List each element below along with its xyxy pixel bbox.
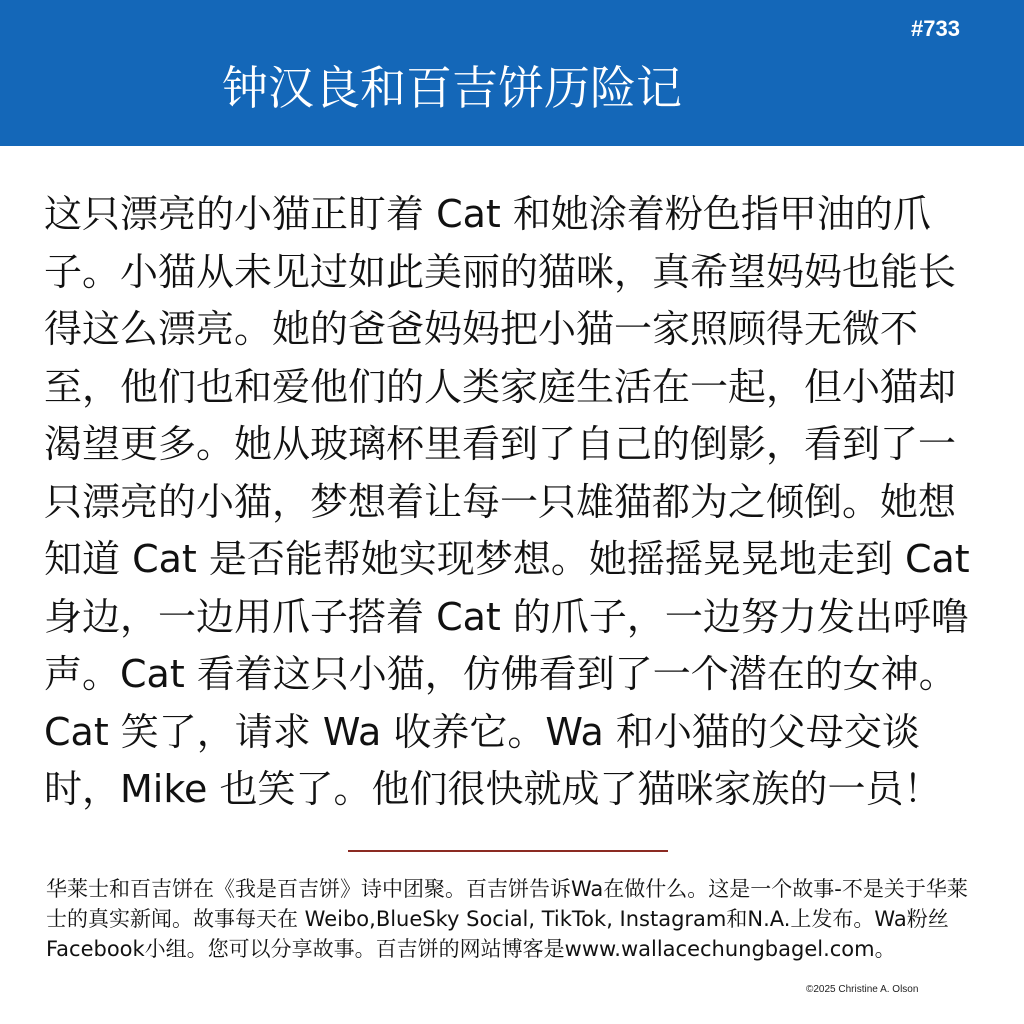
- copyright-text: ©2025 Christine A. Olson: [806, 984, 919, 995]
- page-title: 钟汉良和百吉饼历险记: [222, 61, 682, 115]
- header-banner: [0, 0, 1024, 146]
- episode-number: #733: [911, 16, 960, 41]
- footer-note: 华莱士和百吉饼在《我是百吉饼》诗中团聚。百吉饼告诉Wa在做什么。这是一个故事-不是关于华莱士的真实新闻。故事每天在 Weibo,BlueSky Social, TikTok, Instagram和N.A.上发布。Wa粉丝Facebook小组。您可以分享故事。百吉饼的网站博客是www.wallacechungbagel.com。: [46, 877, 968, 961]
- divider: [348, 850, 668, 852]
- story-text: 这只漂亮的小猫正盯着 Cat 和她涂着粉色指甲油的爪子。小猫从未见过如此美丽的猫咪，真希望妈妈也能长得这么漂亮。她的爸爸妈妈把小猫一家照顾得无微不至，他们也和爱他们的人类家庭生活在一起，但小猫却渴望更多。她从玻璃杯里看到了自己的倒影，看到了一只漂亮的小猫，梦想着让每一只雄猫都为之倾倒。她想知道 Cat 是否能帮她实现梦想。她摇摇晃晃地走到 Cat 身边，一边用爪子搭着 Cat 的爪子，一边努力发出呼噜声。Cat 看着这只小猫，仿佛看到了一个潜在的女神。Cat 笑了，请求 Wa 收养它。Wa 和小猫的父母交谈时，Mike 也笑了。他们很快就成了猫咪家族的一员！: [44, 192, 970, 811]
